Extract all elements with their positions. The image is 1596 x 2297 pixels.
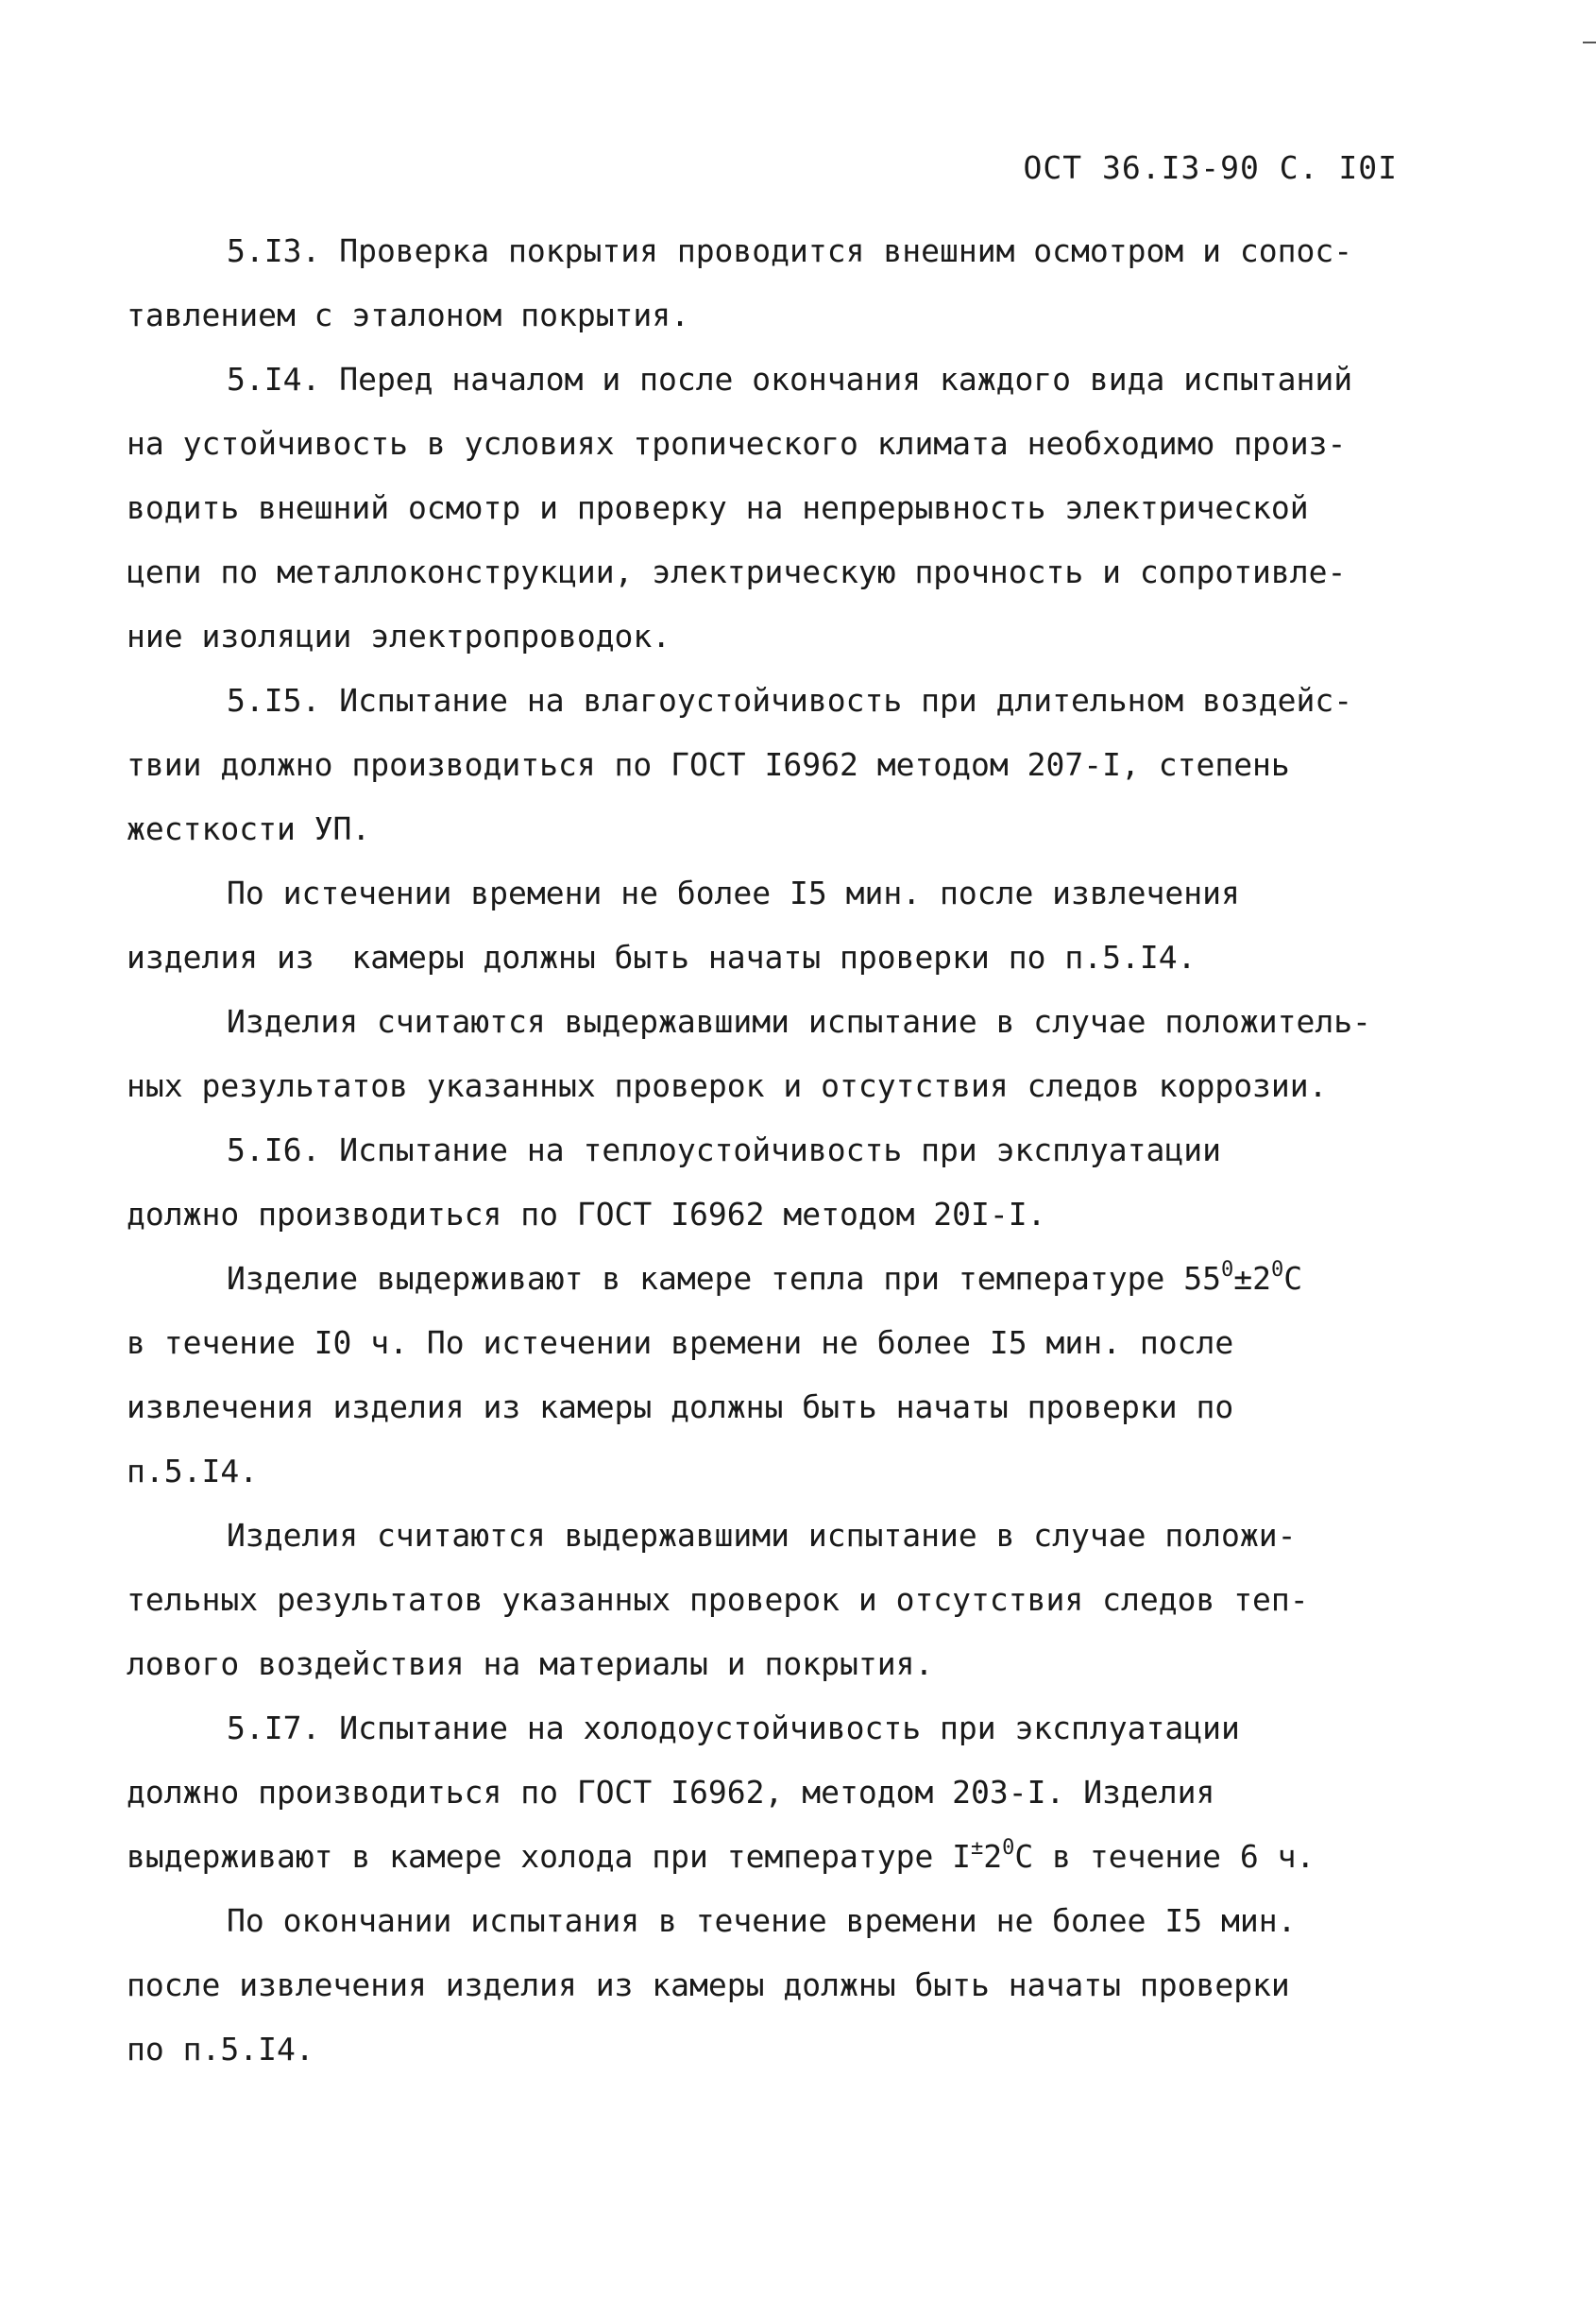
para-5-15-line-1: 5.I5. Испытание на влагоустойчивость при длительном воздейс- bbox=[227, 682, 1353, 719]
para-5-16-line-2: должно производиться по ГОСТ I6962 методом 20I-I. bbox=[127, 1196, 1046, 1233]
degree-sup-2: 0 bbox=[1271, 1258, 1284, 1282]
para-5-15-time-line-1: По истечении времени не более I5 мин. после извлечения bbox=[227, 875, 1240, 911]
para-5-16-heat-line-1 bbox=[127, 1247, 1468, 1311]
cold-text-mid: 2 bbox=[983, 1838, 1003, 1875]
para-5-17-time-line-2: после извлечения изделия из камеры должны быть начаты проверки bbox=[127, 1966, 1290, 2003]
para-5-14-line-1: 5.I4. Перед началом и после окончания каждого вида испытаний bbox=[227, 361, 1353, 398]
scan-edge-mark bbox=[1583, 42, 1596, 43]
para-5-13-line-2: тавлением с эталоном покрытия. bbox=[127, 297, 690, 333]
para-5-14-line-5: ние изоляции электропроводок. bbox=[127, 618, 671, 655]
para-5-13-line-1: 5.I3. Проверка покрытия проводится внешним осмотром и сопос- bbox=[227, 232, 1353, 269]
cold-text-pre: выдерживают в камере холода при температуре I bbox=[127, 1838, 972, 1875]
para-5-17-line-3 bbox=[127, 1825, 1468, 1889]
para-5-14-line-2: на устойчивость в условиях тропического климата необходимо произ- bbox=[127, 425, 1347, 462]
para-5-16-result-line-3: лового воздействия на материалы и покрытия. bbox=[127, 1645, 934, 1682]
para-5-16-heat-line-2: в течение I0 ч. По истечении времени не более I5 мин. после bbox=[127, 1324, 1234, 1361]
heat-text-pre: Изделие выдерживают в камере тепла при температуре 55 bbox=[227, 1260, 1221, 1297]
degree-sup-3: 0 bbox=[1002, 1836, 1015, 1860]
para-5-16-heat-line-3: извлечения изделия из камеры должны быть начаты проверки по bbox=[127, 1388, 1234, 1425]
para-5-16-line-1: 5.I6. Испытание на теплоустойчивость при эксплуатации bbox=[227, 1131, 1221, 1168]
para-5-15-time-line-2: изделия из камеры должны быть начаты проверки по п.5.I4. bbox=[127, 939, 1197, 976]
para-5-17-line-1: 5.I7. Испытание на холодоустойчивость при эксплуатации bbox=[227, 1710, 1240, 1746]
para-5-16-result-line-1: Изделия считаются выдержавшими испытание в случае положи- bbox=[227, 1517, 1297, 1554]
para-5-14-line-3: водить внешний осмотр и проверку на непрерывность электрической bbox=[127, 489, 1309, 526]
heat-text-mid: ±2 bbox=[1233, 1260, 1271, 1297]
para-5-17-time-line-3: по п.5.I4. bbox=[127, 2031, 314, 2067]
para-5-15-line-2: твии должно производиться по ГОСТ I6962 методом 207-I, степень bbox=[127, 746, 1290, 783]
para-5-15-result-line-1: Изделия считаются выдержавшими испытание в случае положитель- bbox=[227, 1003, 1371, 1040]
para-5-17-time-line-1: По окончании испытания в течение времени не более I5 мин. bbox=[227, 1902, 1297, 1939]
page-header: ОСТ 36.I3-90 С. I0I bbox=[1023, 149, 1398, 186]
document-body bbox=[127, 219, 1468, 2082]
para-5-16-result-line-2: тельных результатов указанных проверок и отсутствия следов теп- bbox=[127, 1581, 1309, 1618]
degree-sup-1: 0 bbox=[1221, 1258, 1234, 1282]
para-5-14-line-4: цепи по металлоконструкции, электрическую прочность и сопротивле- bbox=[127, 553, 1347, 590]
para-5-15-line-3: жесткости УП. bbox=[127, 810, 371, 847]
plusminus-sup: ± bbox=[971, 1836, 984, 1860]
cold-text-post: С в течение 6 ч. bbox=[1014, 1838, 1316, 1875]
heat-text-post: С bbox=[1283, 1260, 1303, 1297]
para-5-15-result-line-2: ных результатов указанных проверок и отсутствия следов коррозии. bbox=[127, 1067, 1328, 1104]
para-5-17-line-2: должно производиться по ГОСТ I6962, методом 203-I. Изделия bbox=[127, 1774, 1215, 1811]
para-5-16-heat-line-4: п.5.I4. bbox=[127, 1453, 259, 1489]
